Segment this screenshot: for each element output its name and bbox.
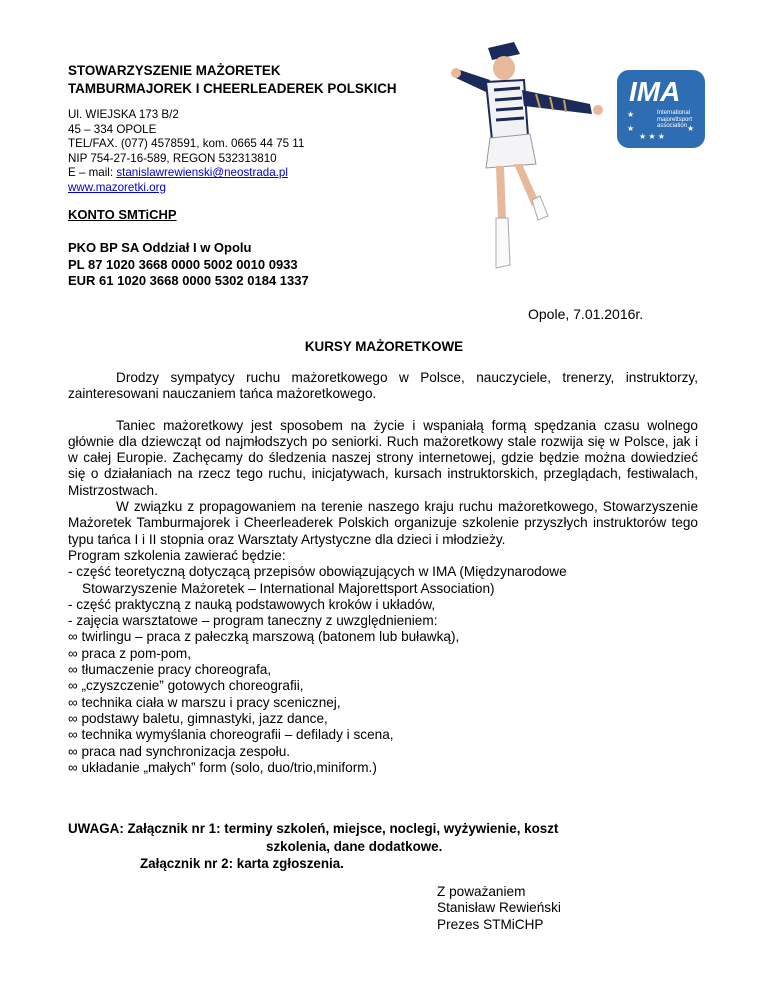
bank-account-pln: PL 87 1020 3668 0000 5002 0010 0933 [68, 256, 298, 272]
star-icon: ★ [687, 124, 695, 133]
address-nip: NIP 754-27-16-589, REGON 532313810 [68, 151, 277, 165]
program-dash-item: - część teoretyczną dotyczącą przepisów obowiązujących w IMA (Międzynarodowe [68, 564, 567, 580]
address-phone: TEL/FAX. (077) 4578591, kom. 0665 44 75 11 [68, 137, 305, 151]
bank-account-heading: KONTO SMTiCHP [68, 207, 177, 222]
attachment-1-cont: szkolenia, dane dodatkowe. [266, 838, 443, 854]
letter-body [68, 370, 698, 776]
address-website-row [68, 181, 304, 196]
paragraph-greeting: Drodzy sympatycy ruchu mażoretkowego w Polsce, nauczyciele, trenerzy, instruktorzy, zainteresowani nauczaniem tańca mażoretkowego. [68, 370, 698, 402]
bank-name: PKO BP SA Oddział I w Opolu [68, 240, 252, 255]
list-item: ∞ praca z pom-pom, [68, 645, 192, 661]
org-name [68, 62, 397, 98]
address-street: Ul. WIEJSKA 173 B/2 [68, 108, 179, 121]
signature-name: Stanisław Rewieński [437, 900, 561, 916]
signature-block [437, 884, 561, 933]
address-email-row [68, 166, 304, 181]
star-icon: ★ [627, 110, 635, 119]
website-link[interactable]: www.mazoretki.org [68, 180, 166, 194]
signature-role: Prezes STMiCHP [437, 916, 544, 932]
list-item: ∞ technika ciała w marszu i pracy scenicznej, [68, 694, 341, 710]
paragraph-training: W związku z propagowaniem na terenie naszego kraju ruchu mażoretkowego, Stowarzyszenie Mażoretek Tamburmajorek i Cheerleaderek Polskich organizuje szkolenie przyszłych instruktorów tego typu tańca I i II stopnia oraz Warsztaty Artystyczne dla dzieci i młodzieży. [68, 499, 698, 547]
address-city: 45 – 334 OPOLE [68, 122, 157, 136]
paragraph-intro: Taniec mażoretkowy jest sposobem na życie i wspaniałą formą spędzania czasu wolnego głównie dla dziewcząt od najmłodszych po seniorki. Ruch mażoretkowy stale rozwija się w Polsce, jak i w całej Europie. Zachęcamy do śledzenia naszej strony internetowej, gdzie będzie można dowiedzieć się o działaniach na rzecz tego ruchu, inicjatywach, kursach instruktorskich, przeglądach, festiwalach, Mistrzostwach. [68, 417, 698, 498]
ima-logo-subtext: International majorettsport association [657, 110, 693, 129]
star-icon: ★ ★ ★ [639, 132, 665, 141]
org-name-line2: TAMBURMAJOREK I CHEERLEADEREK POLSKICH [68, 81, 397, 96]
signature-closing: Z poważaniem [437, 884, 526, 899]
list-item: ∞ „czyszczenie” gotowych choreografii, [68, 678, 304, 694]
letter-title: KURSY MAŻORETKOWE [304, 339, 464, 354]
ima-logo [617, 70, 705, 148]
email-label: E – mail: [68, 166, 117, 180]
attachment-1-line: UWAGA: Załącznik nr 1: terminy szkoleń, miejsce, noclegi, wyżywienie, koszt [68, 821, 559, 836]
list-item: ∞ tłumaczenie pracy choreografa, [68, 662, 272, 678]
email-link[interactable]: stanislawrewienski@neostrada.pl [116, 166, 288, 180]
list-item: ∞ technika wymyślania choreografii – defilady i scena, [68, 727, 394, 743]
letter-date: Opole, 7.01.2016r. [528, 306, 644, 322]
ima-logo-text: IMA [629, 76, 681, 107]
address-block [68, 108, 304, 196]
program-dash-item-cont: Stowarzyszenie Mażoretek – International Majorettsport Association) [82, 580, 495, 596]
attachments-note [68, 820, 558, 873]
program-dash-item: - zajęcia warsztatowe – program taneczny z uwzględnieniem: [68, 613, 438, 629]
org-name-line1: STOWARZYSZENIE MAŻORETEK [68, 63, 281, 78]
list-item: ∞ podstawy baletu, gimnastyki, jazz dance, [68, 710, 328, 726]
attachment-2-line: Załącznik nr 2: karta zgłoszenia. [140, 856, 344, 872]
list-item: ∞ twirlingu – praca z pałeczką marszową (batonem lub buławką), [68, 629, 460, 645]
list-item: ∞ praca nad synchronizacja zespołu. [68, 743, 291, 759]
list-item: ∞ układanie „małych” form (solo, duo/trio,miniform.) [68, 759, 377, 775]
program-dash-item: - część praktyczną z nauką podstawowych kroków i układów, [68, 596, 436, 612]
star-icon: ★ [627, 124, 635, 133]
bank-details [68, 240, 309, 290]
program-intro: Program szkolenia zawierać będzie: [68, 547, 286, 563]
majorette-illustration [440, 40, 620, 280]
bank-account-eur: EUR 61 1020 3668 0000 5302 0184 1337 [68, 273, 309, 288]
